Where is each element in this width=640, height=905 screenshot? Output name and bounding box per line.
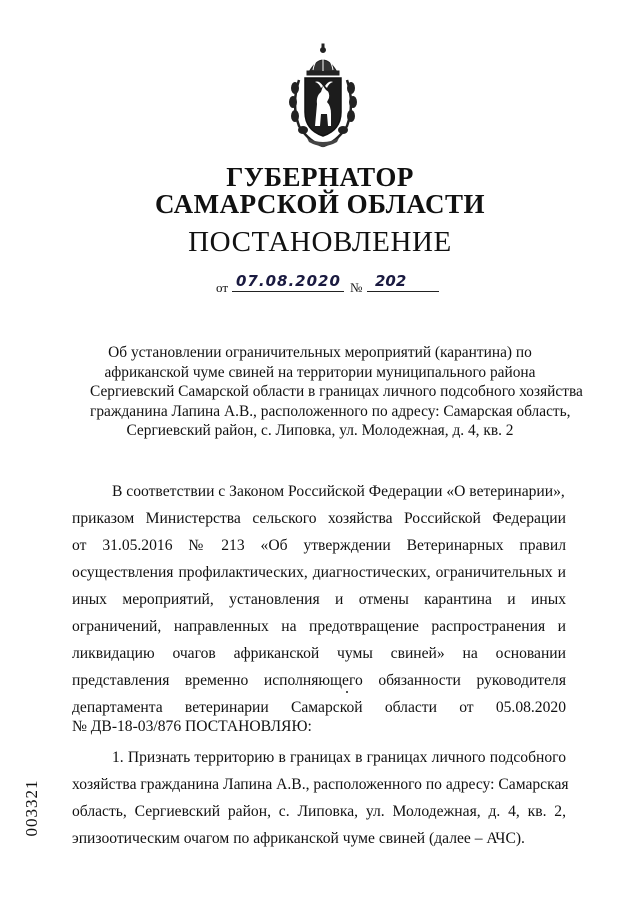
- issuer-title-line2: САМАРСКОЙ ОБЛАСТИ: [154, 189, 486, 219]
- body-line: 1. Признать территорию в границах в границах личного подсобного: [112, 749, 566, 766]
- body-line: область, Сергиевский район, с. Липовка, ул. Молодежная, д. 4, кв. 2,: [72, 803, 566, 820]
- margin-serial-number: [18, 770, 48, 850]
- subject-line: африканской чуме свиней на территории муниципального района: [104, 363, 536, 381]
- date-number-line: [212, 274, 442, 296]
- subject-line: гражданина Лапина А.В., расположенного по адресу: Самарская область,: [90, 402, 571, 420]
- body-line: от 31.05.2016 № 213 «Об утверждении Ветеринарных правил: [72, 537, 566, 554]
- document-number: 202: [367, 272, 439, 292]
- subject-line: Сергиевский Самарской области в границах личного подсобного хозяйства: [90, 383, 583, 401]
- body-line: эпизоотическим очагом по африканской чуме свиней (далее – АЧС).: [72, 830, 525, 847]
- body-line: приказом Министерства сельского хозяйства Российской Федерации: [72, 510, 566, 527]
- serial-number-text: 003321: [22, 779, 41, 837]
- document-date: 07.08.2020: [232, 272, 344, 292]
- body-line: департамента ветеринарии Самарской области от 05.08.2020: [72, 699, 566, 716]
- body-line: ликвидацию очагов африканской чумы свиней» на основании: [72, 645, 566, 662]
- scan-mark: [346, 691, 348, 693]
- date-label: от: [216, 280, 229, 295]
- body-line: иных мероприятий, установления и отмены карантина и иных: [72, 591, 566, 608]
- body-line: В соответствии с Законом Российской Федерации «О ветеринарии»,: [112, 483, 565, 500]
- body-line: ограничений, направленных на предотвращение распространения и: [72, 618, 566, 635]
- body-line: представления временно исполняющего обязанности руководителя: [72, 672, 566, 689]
- body-line: осуществления профилактических, диагностических, ограничительных и: [72, 564, 566, 581]
- subject-line: Сергиевский район, с. Липовка, ул. Молодежная, д. 4, кв. 2: [126, 422, 514, 440]
- body-line: хозяйства гражданина Лапина А.В., расположенного по адресу: Самарская: [72, 776, 569, 793]
- body-line: № ДВ-18-03/876 ПОСТАНОВЛЯЮ:: [72, 718, 312, 735]
- number-label: №: [350, 280, 363, 295]
- document-subject: [90, 343, 583, 441]
- issuer-title-line1: ГУБЕРНАТОР: [226, 162, 414, 192]
- subject-line: Об установлении ограничительных мероприятий (карантина) по: [108, 344, 532, 361]
- document-type: ПОСТАНОВЛЕНИЕ: [188, 226, 452, 258]
- samara-coat-of-arms-icon: [285, 42, 361, 150]
